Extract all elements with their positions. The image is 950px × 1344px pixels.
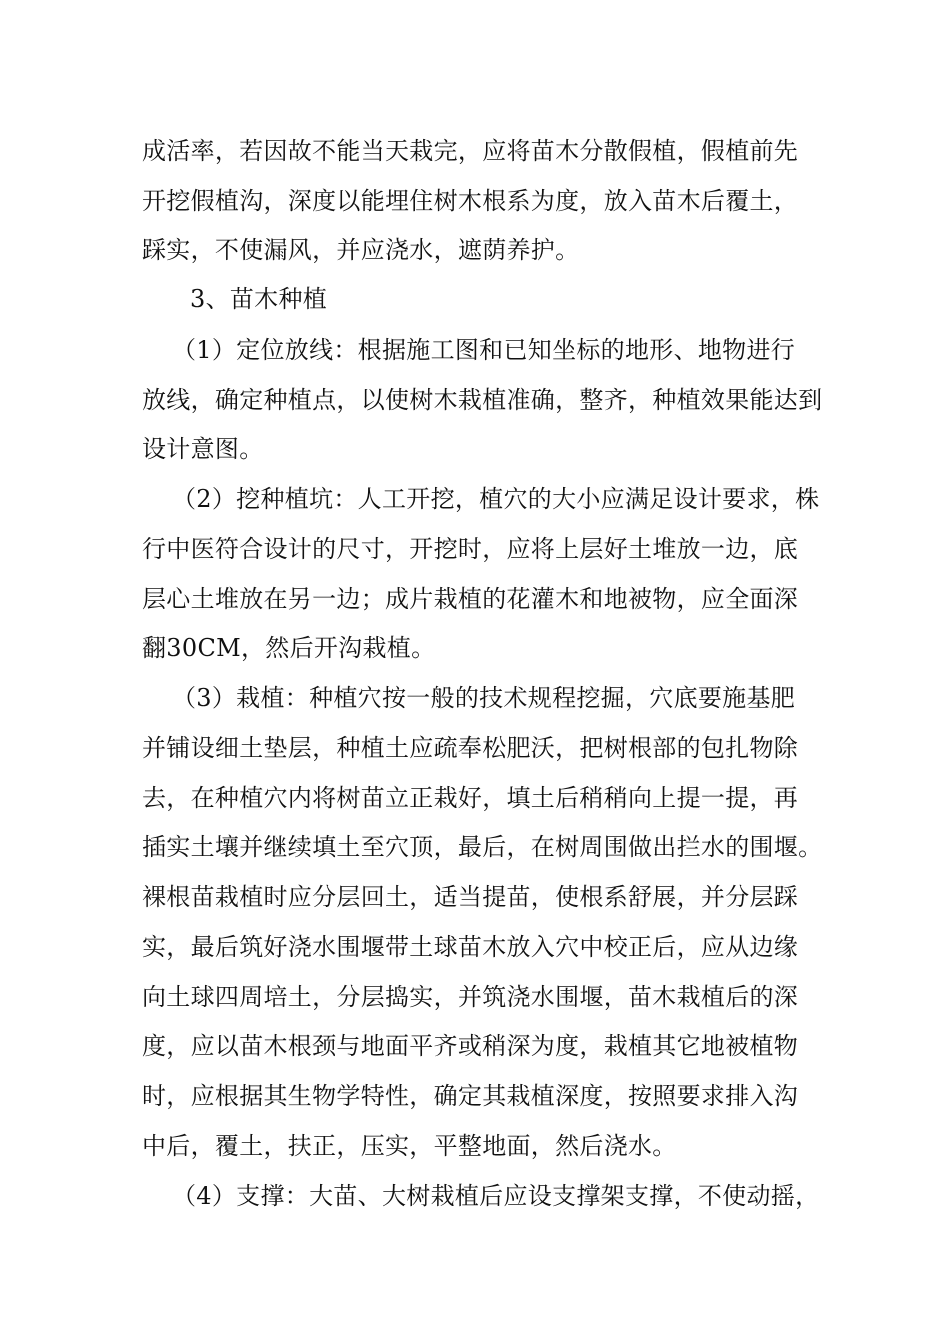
text-line: 设计意图。	[142, 435, 264, 463]
text-line: 插实土壤并继续填土至穴顶，最后，在树周围做出拦水的围堰。	[142, 833, 823, 861]
text-line: 时，应根据其生物学特性，确定其栽植深度，按照要求排入沟	[142, 1082, 799, 1110]
text-line: （2）挖种植坑：人工开挖，植穴的大小应满足设计要求，株	[172, 485, 820, 513]
text-line: 开挖假植沟，深度以能埋住树木根系为度，放入苗木后覆土，	[142, 187, 799, 215]
text-line: （1）定位放线：根据施工图和已知坐标的地形、地物进行	[172, 336, 796, 364]
text-line: 去，在种植穴内将树苗立正栽好，填土后稍稍向上提一提，再	[142, 784, 799, 812]
text-line: 成活率，若因故不能当天栽完，应将苗木分散假植，假植前先	[142, 137, 799, 165]
text-line: 踩实，不使漏风，并应浇水，遮荫养护。	[142, 236, 580, 264]
text-line: （3）栽植：种植穴按一般的技术规程挖掘，穴底要施基肥	[172, 684, 796, 712]
section-heading: 3、苗木种植	[190, 285, 328, 313]
text-line: 裸根苗栽植时应分层回土，适当提苗，使根系舒展，并分层踩	[142, 883, 799, 911]
text-line: 向土球四周培土，分层捣实，并筑浇水围堰，苗木栽植后的深	[142, 983, 799, 1011]
text-line: 中后，覆土，扶正，压实，平整地面，然后浇水。	[142, 1132, 677, 1160]
text-line: 实，最后筑好浇水围堰带土球苗木放入穴中校正后，应从边缘	[142, 933, 799, 961]
text-line: 翻30CM，然后开沟栽植。	[142, 634, 436, 662]
text-line: 层心土堆放在另一边；成片栽植的花灌木和地被物，应全面深	[142, 585, 799, 613]
text-line: 行中医符合设计的尺寸，开挖时，应将上层好土堆放一边，底	[142, 535, 799, 563]
text-line: 并铺设细土垫层，种植土应疏奉松肥沃，把树根部的包扎物除	[142, 734, 799, 762]
text-line: 度，应以苗木根颈与地面平齐或稍深为度，栽植其它地被植物	[142, 1032, 799, 1060]
text-line: 放线，确定种植点，以使树木栽植准确，整齐，种植效果能达到	[142, 386, 823, 414]
text-line: （4）支撑：大苗、大树栽植后应设支撑架支撑，不使动摇，	[172, 1182, 820, 1210]
